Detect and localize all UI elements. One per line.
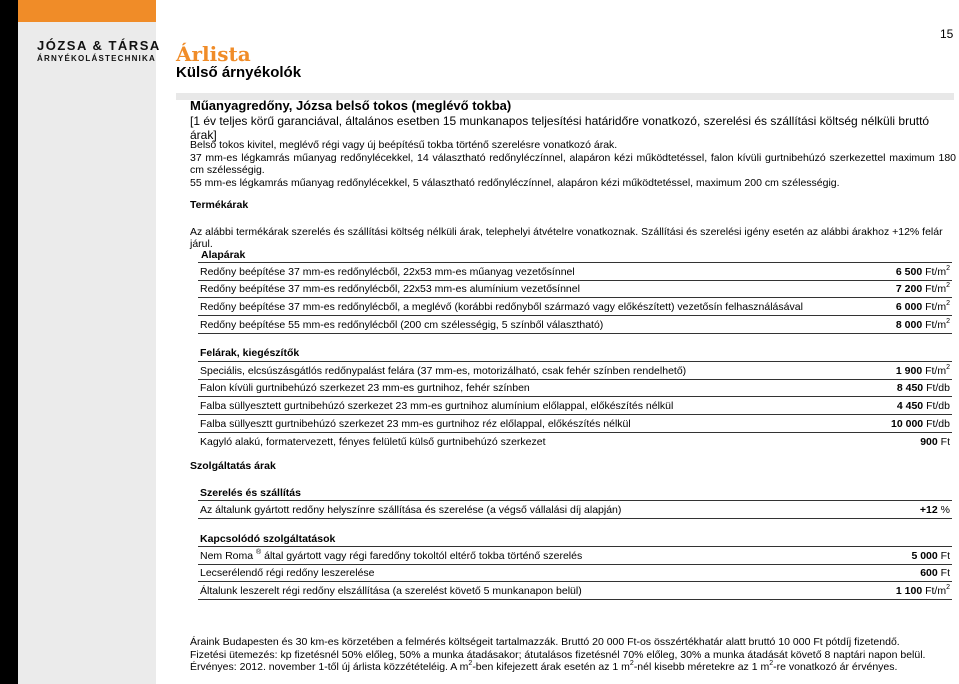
footer-line-1: Áraink Budapesten és 30 km-es körzetében a felmérés költségeit tartalmazzák. Bruttó 20 000 Ft-os összértékhatár alatt bruttó 10 000 Ft pótdíj fizetendő. (190, 636, 900, 648)
table-row (198, 280, 952, 298)
table-row (198, 582, 952, 600)
registered-mark: ® (256, 549, 262, 556)
table-row (198, 361, 952, 380)
row-description: Nem Roma ® által gyártott vagy régi faredőny tokoltól eltérő tokba történő szerelés (200, 549, 583, 562)
row-description: Falba süllyesztt gurtnibehúzó szerkezet 23 mm-es gurtnihoz réz előlappal, előkészítés nélkül (200, 418, 631, 430)
table-row (198, 546, 952, 565)
row-price: 7 200 $Ft/m^2$ (895, 282, 950, 295)
table-row (198, 397, 952, 415)
row-price: 4 450 Ft/db (896, 400, 950, 412)
row-price: 5 000 Ft (911, 550, 950, 562)
termekarak-heading: Termékárak (190, 199, 249, 211)
table-row (198, 500, 952, 519)
row-description: Falba süllyesztett gurtnibehúzó szerkezet 23 mm-es gurtnihoz alumínium előlappal, előkészítés nélkül (200, 400, 674, 412)
row-description: Speciális, elcsúszásgátlós redőnypalást felára (37 mm-es, motorizálható, csak fehér színben rendelhető) (200, 365, 687, 377)
footer-line-2: Fizetési ütemezés: kp fizetésnél 50% előleg, 50% a munka átadásakor; átutalásos fizetésnél 70% előleg, 30% a munka átadását követő 8 naptári napon belül. (190, 649, 926, 661)
table-row (198, 415, 952, 433)
brand-name: JÓZSA & TÁRSA (37, 38, 161, 53)
row-description: Redőny beépítése 55 mm-es redőnylécből (200 cm szélességig, 5 színből választható) (200, 319, 604, 331)
table-row (198, 316, 952, 334)
row-price: 8 000 $Ft/m^2$ (895, 318, 950, 331)
table-row (198, 433, 952, 450)
row-price: 1 100 $Ft/m^2$ (895, 584, 950, 597)
paragraph-1: Belső tokos kivitel, meglévő régi vagy új beépítésű tokba történő szerelésre vonatkozó árak. (190, 139, 618, 151)
row-price: 8 450 Ft/db (896, 382, 950, 394)
szolgaltatas-heading: Szolgáltatás árak (190, 460, 276, 472)
szereles-heading: Szerelés és szállítás (200, 487, 301, 499)
page-number: 15 (940, 27, 954, 41)
row-price: 1 900 $Ft/m^2$ (895, 364, 950, 377)
product-title: Műanyagredőny, Józsa belső tokos (meglévő tokba) (190, 98, 512, 113)
row-description: Általunk leszerelt régi redőny elszállítása (a szerelést követő 5 munkanapon belül) (200, 585, 582, 597)
left-grey-strip (18, 0, 156, 684)
felarak-heading: Felárak, kiegészítők (200, 347, 300, 359)
orange-accent-bar (18, 0, 156, 22)
table-row (198, 564, 952, 582)
row-price: 600 Ft (920, 567, 950, 579)
brand-tagline: ÁRNYÉKOLÁSTECHNIKA (37, 54, 156, 63)
row-price: 10 000 Ft/db (891, 418, 950, 430)
page-title: Árlista (176, 42, 251, 66)
row-description: Az általunk gyártott redőny helyszínre szállítása és szerelése (a végső vállalási díj alapján) (200, 504, 622, 516)
table-row (198, 262, 952, 281)
row-price: 900 Ft (920, 436, 950, 448)
row-description: Redőny beépítése 37 mm-es redőnylécből, a meglévő (korábbi redőnyből származó vagy előkészített) vezetősín felhasználásával (200, 301, 803, 313)
paragraph-2: 37 mm-es légkamrás műanyag redőnylécekkel, 14 választható redőnyléczínnel, alapáron kézi működtetéssel, falon kívüli gurtnibehúzó szerkezettel maximum 180 cm szélességig. (190, 152, 956, 176)
row-price: 6 000 $Ft/m^2$ (895, 300, 950, 313)
paragraph-3: 55 mm-es légkamrás műanyag redőnylécekkel, 5 választható redőnyléczínnel, alapáron kézi működtetéssel, maximum 200 cm szélességig. (190, 177, 840, 189)
row-description: Redőny beépítése 37 mm-es redőnylécből, 22x53 mm-es műanyag vezetősínnel (200, 266, 575, 278)
row-description: Redőny beépítése 37 mm-es redőnylécből, 22x53 mm-es alumínium vezetősínnel (200, 283, 580, 295)
footer-line-3: Érvényes: 2012. november 1-től új árlista közzétételéig. A $m^2$-ben kifejezett árak esetén az 1 $m^2$-nél kisebb méretekre az 1 $m^2-re$ vonatkozó ár érvényes. (190, 660, 898, 673)
kapcsolodo-heading: Kapcsolódó szolgáltatások (200, 533, 336, 545)
page-subtitle: Külső árnyékolók (176, 64, 302, 81)
alaparak-heading: Alapárak (201, 249, 246, 261)
row-price: 6 500 $Ft/m^2$ (895, 265, 950, 278)
product-subtitle: [1 év teljes körű garanciával, általános esetben 15 munkanapos teljesítési határidőre vonatkozó, szerelési és szállítási költség nélküli bruttó árak] (190, 114, 930, 142)
table-row (198, 379, 952, 397)
price-note: Az alábbi termékárak szerelés és szállítási költség nélküli árak, telephelyi átvételre vonatkoznak. Szállítási és szerelési igény esetén az alábbi árakhoz +12% felár járul. (190, 226, 943, 250)
table-row (198, 298, 952, 316)
row-price: +12 % (919, 504, 950, 516)
row-description: Falon kívüli gurtnibehúzó szerkezet 23 mm-es gurtnihoz, fehér színben (200, 382, 530, 394)
row-description: Kagyló alakú, formatervezett, fényes felületű külső gurtnibehúzó szerkezet (200, 436, 546, 448)
row-description: Lecserélendő régi redőny leszerelése (200, 567, 375, 579)
left-black-strip (0, 0, 18, 684)
